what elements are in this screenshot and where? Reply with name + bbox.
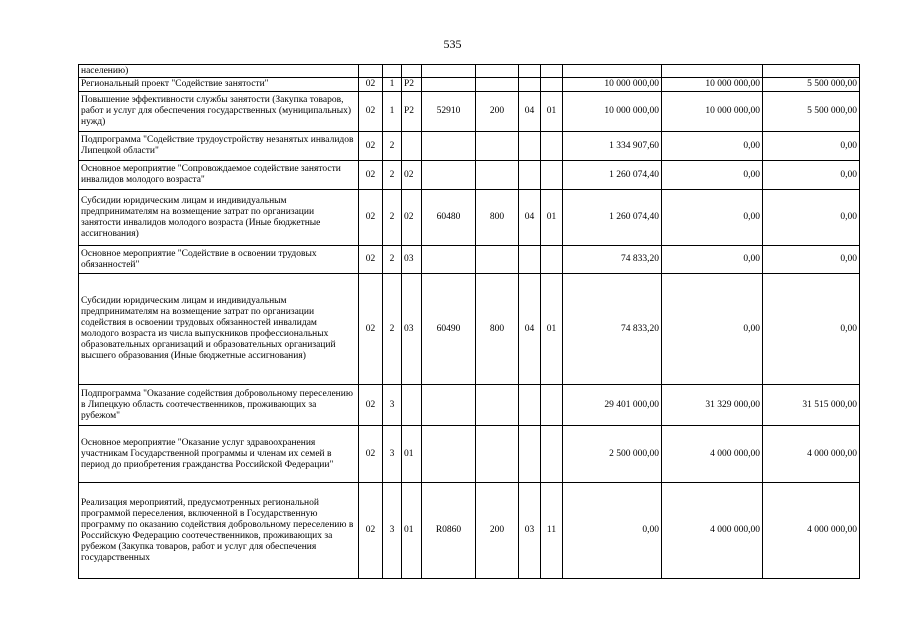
- table-row: [79, 190, 860, 246]
- row-name: Региональный проект "Содействие занятости": [79, 78, 359, 92]
- amount-year-2: 0,00: [662, 132, 763, 161]
- section-code: [519, 161, 541, 190]
- expense-type: [476, 161, 519, 190]
- amount-year-3: 0,00: [763, 274, 860, 385]
- subsection-code: [541, 65, 563, 78]
- row-name: Субсидии юридическим лицам и индивидуальным предпринимателям на возмещение затрат по организации содействия в освоении трудовых обязанностей инвалидам молодого возраста из числа выпускников профессиональных образовательных организаций и образовательных организаций высшего образования (Иные бюджетные ассигнования): [79, 274, 359, 385]
- event-code: P2: [402, 92, 422, 132]
- program-code: 02: [359, 426, 383, 483]
- expense-direction: [422, 246, 476, 274]
- subprogram-code: 2: [383, 190, 402, 246]
- row-name: Повышение эффективности службы занятости (Закупка товаров, работ и услуг для обеспечения государственных (муниципальных) нужд): [79, 92, 359, 132]
- table-row: [79, 161, 860, 190]
- expense-direction: [422, 132, 476, 161]
- subsection-code: [541, 385, 563, 426]
- amount-year-2: 4 000 000,00: [662, 483, 763, 579]
- expense-type: 200: [476, 92, 519, 132]
- amount-year-3: 5 500 000,00: [763, 92, 860, 132]
- expense-direction: [422, 161, 476, 190]
- program-code: 02: [359, 385, 383, 426]
- section-code: [519, 385, 541, 426]
- amount-year-2: 10 000 000,00: [662, 92, 763, 132]
- expense-direction: [422, 426, 476, 483]
- amount-year-2: 10 000 000,00: [662, 78, 763, 92]
- amount-year-3: 4 000 000,00: [763, 426, 860, 483]
- amount-year-3: 5 500 000,00: [763, 78, 860, 92]
- subprogram-code: 2: [383, 274, 402, 385]
- amount-year-1: 0,00: [563, 483, 662, 579]
- subsection-code: [541, 161, 563, 190]
- budget-table: [78, 64, 860, 579]
- section-code: [519, 426, 541, 483]
- section-code: 03: [519, 483, 541, 579]
- table-row: [79, 65, 860, 78]
- event-code: 03: [402, 274, 422, 385]
- expense-type: [476, 132, 519, 161]
- subprogram-code: 3: [383, 426, 402, 483]
- expense-direction: [422, 385, 476, 426]
- page-number: 535: [443, 37, 462, 51]
- event-code: [402, 385, 422, 426]
- amount-year-2: 0,00: [662, 190, 763, 246]
- subsection-code: [541, 132, 563, 161]
- row-name: Основное мероприятие "Содействие в освоении трудовых обязанностей": [79, 246, 359, 274]
- subprogram-code: 1: [383, 78, 402, 92]
- expense-type: [476, 78, 519, 92]
- program-code: 02: [359, 132, 383, 161]
- amount-year-1: 1 260 074,40: [563, 161, 662, 190]
- section-code: 04: [519, 274, 541, 385]
- amount-year-1: 1 334 907,60: [563, 132, 662, 161]
- amount-year-3: 31 515 000,00: [763, 385, 860, 426]
- amount-year-2: 0,00: [662, 161, 763, 190]
- program-code: 02: [359, 246, 383, 274]
- subprogram-code: [383, 65, 402, 78]
- row-name: Подпрограмма "Оказание содействия добровольному переселению в Липецкую область соотечественников, проживающих за рубежом": [79, 385, 359, 426]
- amount-year-1: 2 500 000,00: [563, 426, 662, 483]
- table-row: [79, 132, 860, 161]
- subprogram-code: 1: [383, 92, 402, 132]
- table-row: [79, 246, 860, 274]
- expense-type: 800: [476, 274, 519, 385]
- expense-type: [476, 426, 519, 483]
- row-name: Основное мероприятие "Сопровождаемое содействие занятости инвалидов молодого возраста": [79, 161, 359, 190]
- event-code: 02: [402, 161, 422, 190]
- event-code: 03: [402, 246, 422, 274]
- budget-table-body: [79, 65, 860, 579]
- program-code: 02: [359, 274, 383, 385]
- table-row: [79, 483, 860, 579]
- table-row: [79, 92, 860, 132]
- row-name: Субсидии юридическим лицам и индивидуальным предпринимателям на возмещение затрат по организации занятости инвалидов молодого возраста (Иные бюджетные ассигнования): [79, 190, 359, 246]
- section-code: [519, 78, 541, 92]
- amount-year-2: [662, 65, 763, 78]
- row-name: населению): [79, 65, 359, 78]
- expense-direction: 60490: [422, 274, 476, 385]
- amount-year-1: 1 260 074,40: [563, 190, 662, 246]
- event-code: P2: [402, 78, 422, 92]
- expense-direction: 60480: [422, 190, 476, 246]
- table-row: [79, 274, 860, 385]
- expense-type: [476, 65, 519, 78]
- amount-year-1: 74 833,20: [563, 274, 662, 385]
- expense-direction: 52910: [422, 92, 476, 132]
- amount-year-1: 29 401 000,00: [563, 385, 662, 426]
- subprogram-code: 3: [383, 385, 402, 426]
- amount-year-3: 0,00: [763, 161, 860, 190]
- section-code: 04: [519, 190, 541, 246]
- amount-year-3: 0,00: [763, 246, 860, 274]
- subprogram-code: 2: [383, 161, 402, 190]
- event-code: 01: [402, 426, 422, 483]
- program-code: 02: [359, 161, 383, 190]
- program-code: 02: [359, 92, 383, 132]
- subsection-code: [541, 246, 563, 274]
- event-code: [402, 65, 422, 78]
- amount-year-3: 4 000 000,00: [763, 483, 860, 579]
- row-name: Реализация мероприятий, предусмотренных региональной программой переселения, включенной в Государственную программу по оказанию содействия добровольному переселению в Российскую Федерацию соотечественников, проживающих за рубежом (Закупка товаров, работ и услуг для обеспечения государственных: [79, 483, 359, 579]
- event-code: 01: [402, 483, 422, 579]
- expense-type: [476, 385, 519, 426]
- section-code: 04: [519, 92, 541, 132]
- amount-year-3: 0,00: [763, 132, 860, 161]
- expense-type: [476, 246, 519, 274]
- program-code: [359, 65, 383, 78]
- program-code: 02: [359, 190, 383, 246]
- expense-type: 800: [476, 190, 519, 246]
- amount-year-2: 0,00: [662, 274, 763, 385]
- section-code: [519, 132, 541, 161]
- event-code: 02: [402, 190, 422, 246]
- row-name: Подпрограмма "Содействие трудоустройству незанятых инвалидов Липецкой области": [79, 132, 359, 161]
- amount-year-2: 4 000 000,00: [662, 426, 763, 483]
- amount-year-1: 74 833,20: [563, 246, 662, 274]
- subprogram-code: 2: [383, 132, 402, 161]
- amount-year-1: 10 000 000,00: [563, 92, 662, 132]
- program-code: 02: [359, 483, 383, 579]
- table-row: [79, 385, 860, 426]
- expense-type: 200: [476, 483, 519, 579]
- table-row: [79, 78, 860, 92]
- table-row: [79, 426, 860, 483]
- program-code: 02: [359, 78, 383, 92]
- subsection-code: 01: [541, 92, 563, 132]
- amount-year-1: [563, 65, 662, 78]
- subprogram-code: 3: [383, 483, 402, 579]
- subsection-code: 11: [541, 483, 563, 579]
- expense-direction: [422, 78, 476, 92]
- subsection-code: 01: [541, 190, 563, 246]
- section-code: [519, 65, 541, 78]
- subsection-code: 01: [541, 274, 563, 385]
- subsection-code: [541, 426, 563, 483]
- amount-year-1: 10 000 000,00: [563, 78, 662, 92]
- amount-year-2: 0,00: [662, 246, 763, 274]
- row-name: Основное мероприятие "Оказание услуг здравоохранения участникам Государственной программы и членам их семей в период до приобретения гражданства Российской Федерации": [79, 426, 359, 483]
- expense-direction: [422, 65, 476, 78]
- amount-year-2: 31 329 000,00: [662, 385, 763, 426]
- amount-year-3: [763, 65, 860, 78]
- subprogram-code: 2: [383, 246, 402, 274]
- event-code: [402, 132, 422, 161]
- expense-direction: R0860: [422, 483, 476, 579]
- amount-year-3: 0,00: [763, 190, 860, 246]
- section-code: [519, 246, 541, 274]
- subsection-code: [541, 78, 563, 92]
